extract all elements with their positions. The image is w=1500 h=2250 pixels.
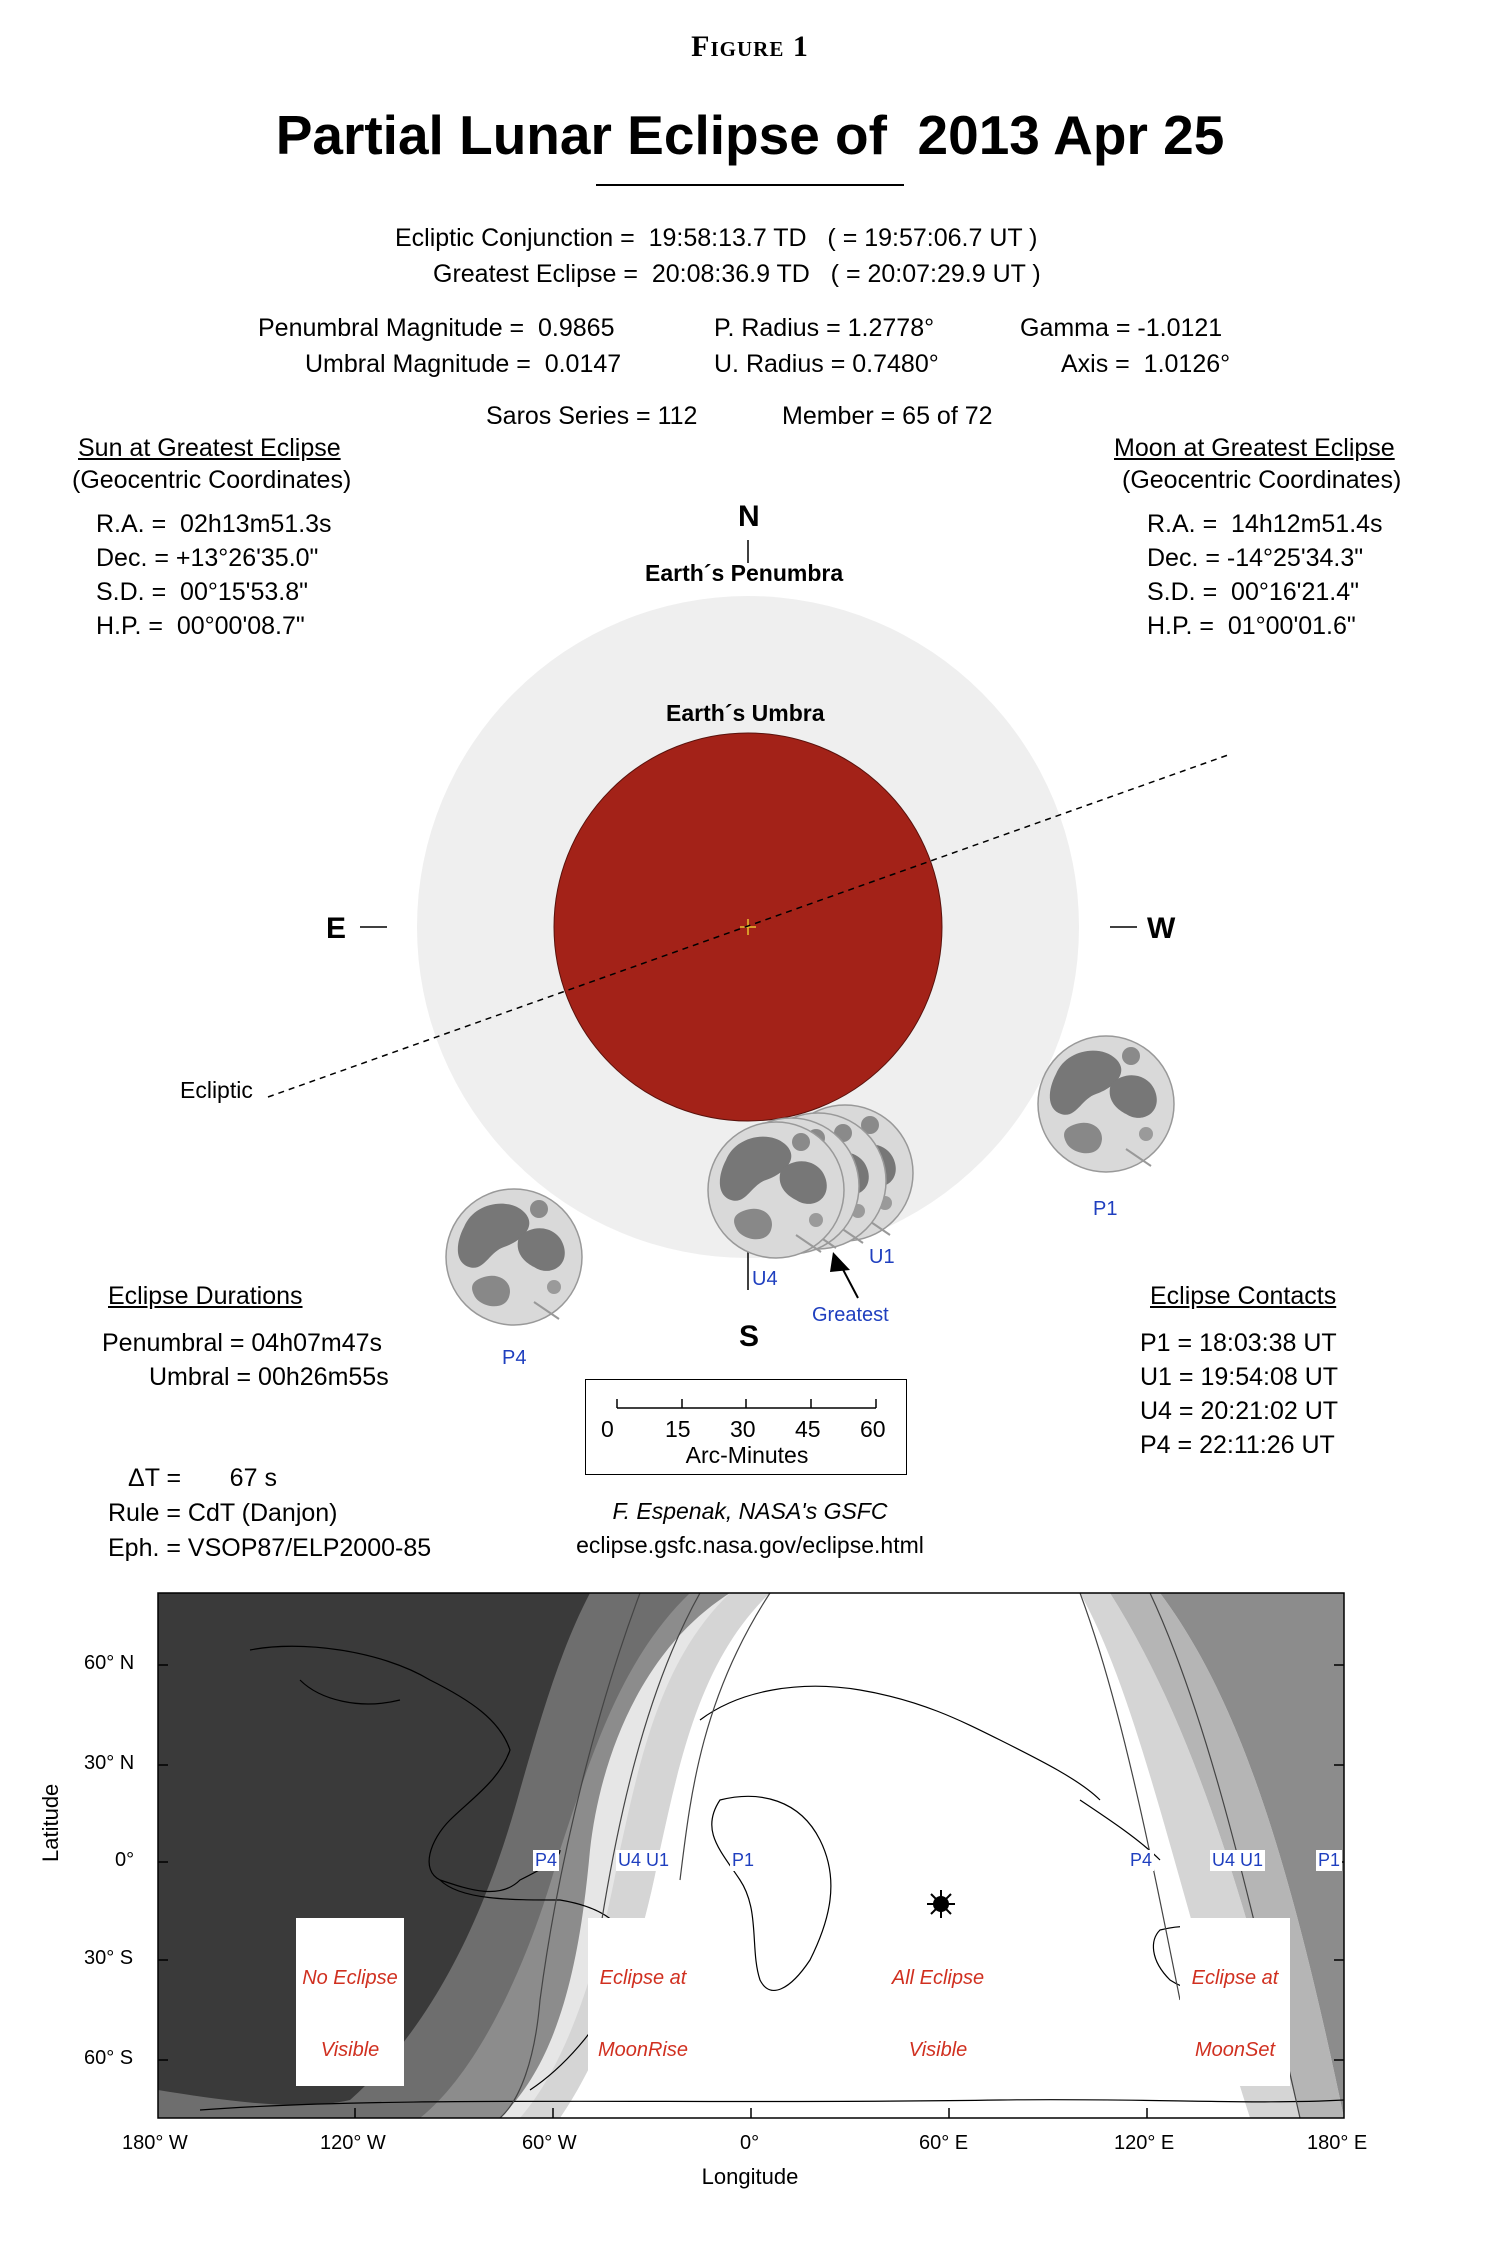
curve-label-p4-right: P4 <box>1130 1850 1153 1870</box>
scale-tick-60: 60 <box>860 1416 886 1442</box>
map-y-axis-label: Latitude <box>38 1783 63 1862</box>
conjunction-time: Ecliptic Conjunction = 19:58:13.7 TD ( = 19:57:06.7 UT ) <box>395 224 1038 252</box>
lon-tick-180w: 180° W <box>122 2132 188 2154</box>
umbral-radius: U. Radius = 0.7480° <box>714 350 939 378</box>
zone-moonrise <box>588 1918 698 2086</box>
penumbral-radius: P. Radius = 1.2778° <box>714 314 935 342</box>
figure-label: Figure 1 <box>691 30 809 63</box>
saros-series: Saros Series = 112 <box>486 402 698 430</box>
ecliptic-label: Ecliptic <box>180 1077 253 1103</box>
scale-tick-0: 0 <box>601 1416 614 1442</box>
sun-heading: Sun at Greatest Eclipse <box>78 434 341 462</box>
saros-member: Member = 65 of 72 <box>782 402 993 430</box>
lon-tick-180e: 180° E <box>1307 2132 1368 2154</box>
north-label: N <box>738 500 760 533</box>
lon-tick-0: 0° <box>740 2132 760 2154</box>
zone-no-eclipse <box>296 1918 404 2086</box>
umbral-magnitude: Umbral Magnitude = 0.0147 <box>305 350 622 378</box>
durations-heading: Eclipse Durations <box>108 1282 303 1310</box>
contact-label-greatest: Greatest <box>812 1304 889 1326</box>
lon-tick-120e: 120° E <box>1114 2132 1175 2154</box>
scale-tick-15: 15 <box>665 1416 691 1442</box>
moon-u4 <box>708 1122 844 1258</box>
zone-all-visible-line1: All Eclipse <box>891 1967 985 1989</box>
curve-label-p4-left: P4 <box>535 1850 558 1870</box>
zone-no-eclipse-line1: No Eclipse <box>302 1967 398 1989</box>
title-rule <box>596 184 904 186</box>
moon-heading: Moon at Greatest Eclipse <box>1114 434 1395 462</box>
lon-tick-120w: 120° W <box>320 2132 386 2154</box>
zone-all-visible <box>883 1918 993 2086</box>
sun-icon <box>927 1890 955 1918</box>
contact-label-p1: P1 <box>1093 1198 1118 1220</box>
umbra-label: Earth´s Umbra <box>666 700 825 726</box>
gamma-value: Gamma = -1.0121 <box>1020 314 1223 342</box>
moon-p4 <box>446 1189 582 1325</box>
scale-unit: Arc-Minutes <box>685 1442 809 1468</box>
lon-tick-60e: 60° E <box>919 2132 969 2154</box>
contact-label-u4: U4 <box>752 1268 778 1290</box>
zone-no-eclipse-line2: Visible <box>320 2039 380 2061</box>
contact-label-u1: U1 <box>869 1246 895 1268</box>
scale-tick-30: 30 <box>730 1416 756 1442</box>
zone-moonset-line2: MoonSet <box>1194 2039 1276 2061</box>
zone-moonrise-line2: MoonRise <box>597 2039 689 2061</box>
lat-tick-60s: 60° S <box>84 2047 134 2069</box>
curve-label-p1-left: P1 <box>732 1850 755 1870</box>
credit-url[interactable]: eclipse.gsfc.nasa.gov/eclipse.html <box>576 1532 924 1558</box>
penumbral-magnitude: Penumbral Magnitude = 0.9865 <box>258 314 615 342</box>
moon-p1 <box>1038 1036 1174 1172</box>
lat-tick-30n: 30° N <box>84 1752 135 1774</box>
arc-minute-scale <box>585 1379 907 1475</box>
contact-p1: P1 = 18:03:38 UT <box>1140 1329 1337 1357</box>
penumbra-label: Earth´s Penumbra <box>645 560 844 586</box>
moon-hp: H.P. = 01°00'01.6" <box>1147 612 1356 640</box>
south-label: S <box>739 1320 760 1353</box>
curve-label-p1-right: P1 <box>1318 1850 1341 1870</box>
sun-ra: R.A. = 02h13m51.3s <box>96 510 332 538</box>
zone-moonrise-line1: Eclipse at <box>599 1967 687 1989</box>
lat-tick-60n: 60° N <box>84 1652 135 1674</box>
zone-moonset <box>1180 1918 1290 2086</box>
moon-subheading: (Geocentric Coordinates) <box>1122 466 1402 494</box>
sun-subheading: (Geocentric Coordinates) <box>72 466 352 494</box>
lat-tick-0: 0° <box>115 1849 135 1871</box>
moon-dec: Dec. = -14°25'34.3" <box>1147 544 1364 572</box>
contact-p4: P4 = 22:11:26 UT <box>1140 1431 1335 1459</box>
sun-dec: Dec. = +13°26'35.0" <box>96 544 319 572</box>
contacts-heading: Eclipse Contacts <box>1150 1282 1337 1310</box>
eclipse-diagram <box>0 480 1500 1380</box>
page-title: Partial Lunar Eclipse of 2013 Apr 25 <box>275 104 1225 166</box>
curve-label-u4u1-right: U4 U1 <box>1212 1850 1264 1870</box>
duration-penumbral: Penumbral = 04h07m47s <box>102 1329 383 1357</box>
scale-tick-45: 45 <box>795 1416 821 1442</box>
sun-hp: H.P. = 00°00'08.7" <box>96 612 305 640</box>
zone-moonset-line1: Eclipse at <box>1191 1967 1279 1989</box>
contact-u1: U1 = 19:54:08 UT <box>1140 1363 1339 1391</box>
zone-all-visible-line2: Visible <box>908 2039 968 2061</box>
delta-t: ΔT = 67 s <box>128 1464 277 1492</box>
greatest-eclipse-time: Greatest Eclipse = 20:08:36.9 TD ( = 20:07:29.9 UT ) <box>433 260 1041 288</box>
east-label: E <box>326 912 347 945</box>
curve-label-u4u1-left: U4 U1 <box>618 1850 670 1870</box>
contact-u4: U4 = 20:21:02 UT <box>1140 1397 1339 1425</box>
ephemeris: Eph. = VSOP87/ELP2000-85 <box>108 1534 432 1562</box>
west-label: W <box>1147 912 1176 945</box>
lon-tick-60w: 60° W <box>522 2132 577 2154</box>
moon-ra: R.A. = 14h12m51.4s <box>1147 510 1383 538</box>
contact-label-p4: P4 <box>502 1347 527 1369</box>
map-x-axis-label: Longitude <box>701 2164 799 2189</box>
duration-umbral: Umbral = 00h26m55s <box>149 1363 389 1391</box>
sun-sd: S.D. = 00°15'53.8" <box>96 578 308 606</box>
axis-value: Axis = 1.0126° <box>1061 350 1231 378</box>
credit-author: F. Espenak, NASA's GSFC <box>612 1498 888 1524</box>
lat-tick-30s: 30° S <box>84 1947 134 1969</box>
danjon-rule: Rule = CdT (Danjon) <box>108 1499 338 1527</box>
moon-sd: S.D. = 00°16'21.4" <box>1147 578 1359 606</box>
